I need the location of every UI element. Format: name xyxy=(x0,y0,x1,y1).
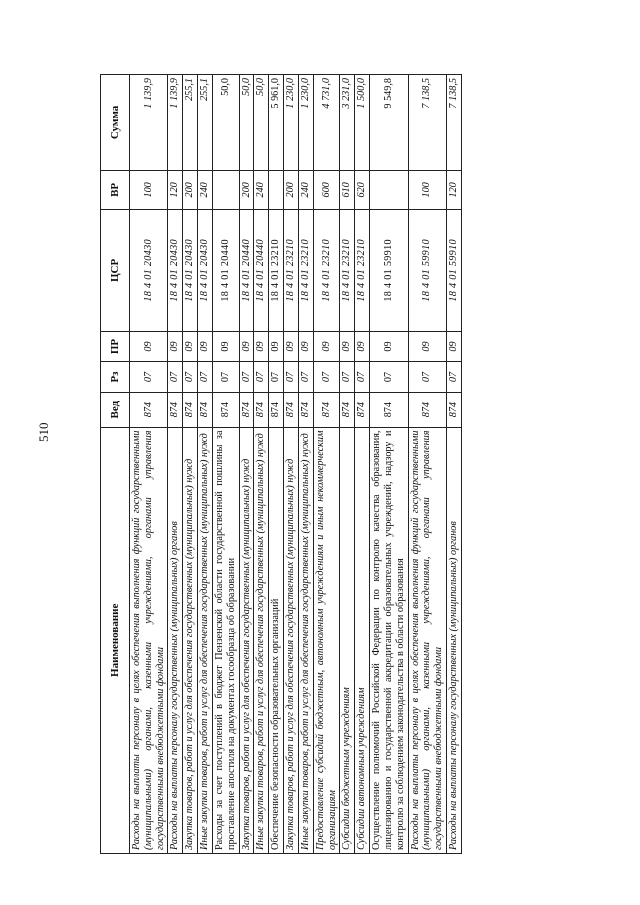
cell-ved: 874 xyxy=(254,392,269,427)
cell-name: Субсидии автономным учреждениям xyxy=(355,427,370,853)
cell-vr: 620 xyxy=(355,170,370,209)
cell-vr xyxy=(370,170,408,209)
cell-rz: 07 xyxy=(370,362,408,392)
cell-vr: 240 xyxy=(198,170,213,209)
cell-name: Предоставление субсидий бюджетным, автономным учреждениям и иным некоммерческим организациям xyxy=(313,427,340,853)
cell-vr: 200 xyxy=(183,170,198,209)
cell-ved: 874 xyxy=(340,392,355,427)
table-row xyxy=(370,75,408,854)
cell-pr: 09 xyxy=(183,331,198,361)
cell-rz: 07 xyxy=(313,362,340,392)
cell-ved: 874 xyxy=(198,392,213,427)
cell-pr: 09 xyxy=(370,331,408,361)
table-row xyxy=(313,75,340,854)
cell-csr: 18 4 01 20440 xyxy=(212,209,239,331)
column-header-pr: ПР xyxy=(101,331,130,361)
cell-csr: 18 4 01 20440 xyxy=(239,209,254,331)
cell-pr: 09 xyxy=(168,331,183,361)
cell-ved: 874 xyxy=(408,392,446,427)
cell-sum: 1 230,0 xyxy=(284,75,299,171)
cell-sum: 9 549,8 xyxy=(370,75,408,171)
cell-csr: 18 4 01 23210 xyxy=(298,209,313,331)
budget-table xyxy=(100,74,462,854)
cell-rz: 07 xyxy=(130,362,168,392)
cell-csr: 18 4 01 23210 xyxy=(284,209,299,331)
cell-sum: 50,0 xyxy=(254,75,269,171)
cell-pr: 09 xyxy=(408,331,446,361)
table-row xyxy=(355,75,370,854)
cell-name: Закупка товаров, работ и услуг для обеспечения государственных (муниципальных) нужд xyxy=(183,427,198,853)
page-number: 510 xyxy=(36,422,51,442)
cell-vr: 200 xyxy=(284,170,299,209)
table-row xyxy=(212,75,239,854)
cell-csr: 18 4 01 59910 xyxy=(447,209,462,331)
cell-ved: 874 xyxy=(269,392,284,427)
cell-pr: 09 xyxy=(269,331,284,361)
cell-sum: 1 139,9 xyxy=(130,75,168,171)
cell-pr: 09 xyxy=(212,331,239,361)
cell-vr: 200 xyxy=(239,170,254,209)
cell-pr: 09 xyxy=(130,331,168,361)
cell-name: Расходы на выплаты персоналу в целях обеспечения выполнения функций государственными (муниципальными) органами, казенными учреждениями, органами управления государственными внебюджетными фондами xyxy=(130,427,168,853)
cell-sum: 3 231,0 xyxy=(340,75,355,171)
cell-rz: 07 xyxy=(408,362,446,392)
cell-ved: 874 xyxy=(313,392,340,427)
column-header-sum: Сумма xyxy=(101,75,130,171)
cell-csr: 18 4 01 20440 xyxy=(254,209,269,331)
cell-ved: 874 xyxy=(168,392,183,427)
cell-rz: 07 xyxy=(340,362,355,392)
cell-sum: 1 230,0 xyxy=(298,75,313,171)
cell-rz: 07 xyxy=(239,362,254,392)
column-header-rz: Рз xyxy=(101,362,130,392)
column-header-vr: ВР xyxy=(101,170,130,209)
cell-sum: 255,1 xyxy=(198,75,213,171)
cell-csr: 18 4 01 20430 xyxy=(130,209,168,331)
cell-sum: 50,0 xyxy=(239,75,254,171)
cell-csr: 18 4 01 23210 xyxy=(313,209,340,331)
cell-rz: 07 xyxy=(212,362,239,392)
cell-vr: 600 xyxy=(313,170,340,209)
cell-name: Иные закупки товаров, работ и услуг для обеспечения государственных (муниципальных) нужд xyxy=(198,427,213,853)
cell-sum: 50,0 xyxy=(212,75,239,171)
cell-pr: 09 xyxy=(298,331,313,361)
cell-csr: 18 4 01 20430 xyxy=(183,209,198,331)
cell-ved: 874 xyxy=(284,392,299,427)
cell-pr: 09 xyxy=(198,331,213,361)
cell-name: Иные закупки товаров, работ и услуг для обеспечения государственных (муниципальных) нужд xyxy=(298,427,313,853)
table-row xyxy=(340,75,355,854)
column-header-name: Наименование xyxy=(101,427,130,853)
cell-ved: 874 xyxy=(370,392,408,427)
cell-pr: 09 xyxy=(254,331,269,361)
cell-vr xyxy=(212,170,239,209)
cell-name: Осуществление полномочий Российской Федерации по контролю качества образования, лицензированию и государственной аккредитации образовательных учреждений, надзору и контролю за соблюдением законодательства в области образования xyxy=(370,427,408,853)
cell-csr: 18 4 01 59910 xyxy=(370,209,408,331)
cell-vr: 240 xyxy=(298,170,313,209)
table-row xyxy=(254,75,269,854)
cell-pr: 09 xyxy=(447,331,462,361)
cell-sum: 255,1 xyxy=(183,75,198,171)
table-row xyxy=(284,75,299,854)
table-row xyxy=(269,75,284,854)
cell-csr: 18 4 01 23210 xyxy=(340,209,355,331)
cell-rz: 07 xyxy=(284,362,299,392)
table-row xyxy=(408,75,446,854)
cell-vr: 100 xyxy=(130,170,168,209)
table-body xyxy=(130,75,462,854)
cell-csr: 18 4 01 23210 xyxy=(355,209,370,331)
rotated-table-container xyxy=(100,74,630,854)
column-header-ved: Вед xyxy=(101,392,130,427)
cell-vr: 120 xyxy=(168,170,183,209)
cell-vr: 240 xyxy=(254,170,269,209)
cell-name: Обеспечение безопасности образовательных организаций xyxy=(269,427,284,853)
cell-csr: 18 4 01 23210 xyxy=(269,209,284,331)
table-row xyxy=(447,75,462,854)
cell-vr: 610 xyxy=(340,170,355,209)
cell-csr: 18 4 01 20430 xyxy=(168,209,183,331)
cell-sum: 4 731,0 xyxy=(313,75,340,171)
table-header-row xyxy=(101,75,130,854)
cell-ved: 874 xyxy=(355,392,370,427)
cell-ved: 874 xyxy=(212,392,239,427)
cell-ved: 874 xyxy=(239,392,254,427)
cell-pr: 09 xyxy=(340,331,355,361)
cell-ved: 874 xyxy=(298,392,313,427)
cell-csr: 18 4 01 59910 xyxy=(408,209,446,331)
cell-rz: 07 xyxy=(355,362,370,392)
cell-sum: 1 500,0 xyxy=(355,75,370,171)
cell-csr: 18 4 01 20430 xyxy=(198,209,213,331)
cell-ved: 874 xyxy=(130,392,168,427)
cell-pr: 09 xyxy=(355,331,370,361)
cell-sum: 5 961,0 xyxy=(269,75,284,171)
table-row xyxy=(183,75,198,854)
cell-sum: 7 138,5 xyxy=(447,75,462,171)
cell-name: Иные закупки товаров, работ и услуг для обеспечения государственных (муниципальных) нужд xyxy=(254,427,269,853)
cell-name: Расходы за счет поступлений в бюджет Пензенской области государственной пошлины за проставление апостиля на документах госообразца об образовании xyxy=(212,427,239,853)
cell-name: Закупка товаров, работ и услуг для обеспечения государственных (муниципальных) нужд xyxy=(239,427,254,853)
cell-name: Субсидии бюджетным учреждениям xyxy=(340,427,355,853)
cell-rz: 07 xyxy=(298,362,313,392)
cell-sum: 7 138,5 xyxy=(408,75,446,171)
table-row xyxy=(198,75,213,854)
cell-rz: 07 xyxy=(198,362,213,392)
cell-name: Закупка товаров, работ и услуг для обеспечения государственных (муниципальных) нужд xyxy=(284,427,299,853)
cell-rz: 07 xyxy=(168,362,183,392)
cell-sum: 1 139,9 xyxy=(168,75,183,171)
cell-vr: 120 xyxy=(447,170,462,209)
cell-vr xyxy=(269,170,284,209)
cell-pr: 09 xyxy=(313,331,340,361)
cell-name: Расходы на выплаты персоналу государственных (муниципальных) органов xyxy=(447,427,462,853)
cell-ved: 874 xyxy=(183,392,198,427)
cell-ved: 874 xyxy=(447,392,462,427)
cell-rz: 07 xyxy=(269,362,284,392)
table-row xyxy=(168,75,183,854)
table-row xyxy=(298,75,313,854)
cell-rz: 07 xyxy=(183,362,198,392)
cell-pr: 09 xyxy=(284,331,299,361)
table-row xyxy=(239,75,254,854)
cell-rz: 07 xyxy=(447,362,462,392)
column-header-csr: ЦСР xyxy=(101,209,130,331)
cell-pr: 09 xyxy=(239,331,254,361)
cell-vr: 100 xyxy=(408,170,446,209)
cell-rz: 07 xyxy=(254,362,269,392)
cell-name: Расходы на выплаты персоналу государственных (муниципальных) органов xyxy=(168,427,183,853)
table-row xyxy=(130,75,168,854)
cell-name: Расходы на выплаты персоналу в целях обеспечения выполнения функций государственными (муниципальными) органами, казенными учреждениями, органами управления государственными внебюджетными фондами xyxy=(408,427,446,853)
